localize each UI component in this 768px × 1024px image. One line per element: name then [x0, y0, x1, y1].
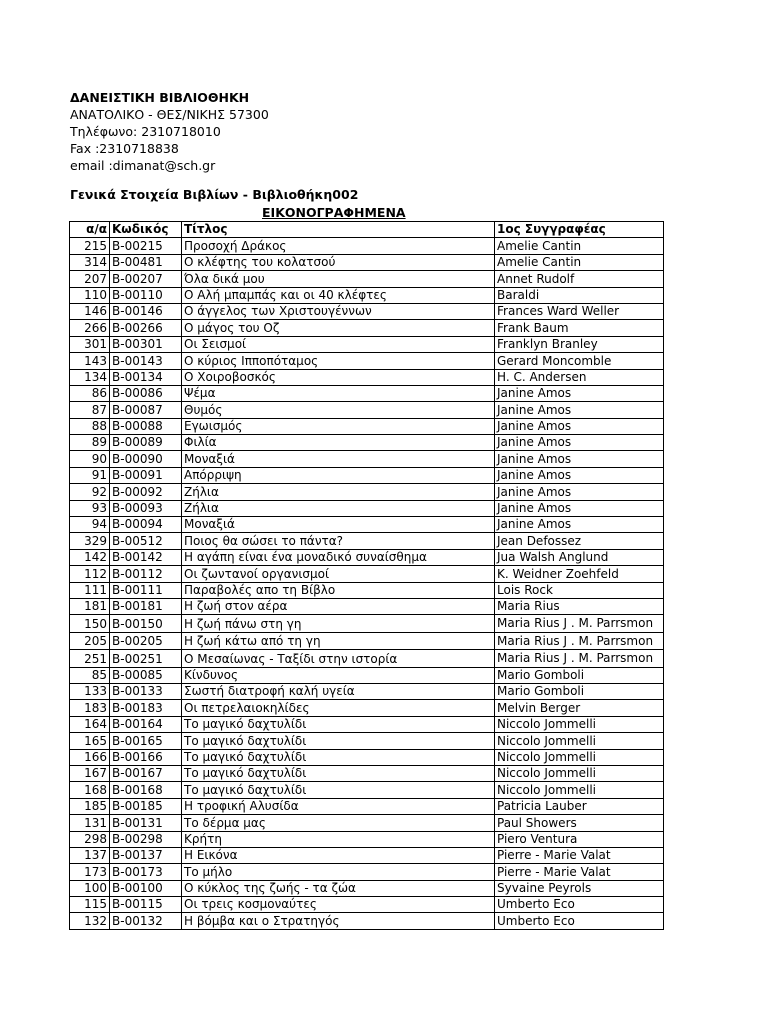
books-table	[69, 221, 664, 930]
table-row	[70, 615, 664, 632]
report-subtitle: Γενικά Στοιχεία Βιβλίων - Βιβλιοθήκη002	[70, 187, 359, 202]
cell-author: Mario Gomboli	[495, 667, 664, 683]
cell-author: Gerard Moncomble	[495, 353, 664, 369]
table-body	[70, 238, 664, 929]
cell-number: 181	[70, 598, 110, 614]
cell-number: 143	[70, 353, 110, 369]
cell-author: Umberto Eco	[495, 897, 664, 913]
cell-number: 88	[70, 418, 110, 434]
cell-number: 164	[70, 716, 110, 732]
cell-title: Το μαγικό δαχτυλίδι	[182, 782, 495, 798]
cell-number: 112	[70, 566, 110, 582]
cell-title: Ο άγγελος των Χριστουγέννων	[182, 303, 495, 319]
cell-code: B-00115	[110, 897, 182, 913]
cell-title: Η Εικόνα	[182, 847, 495, 863]
table-row	[70, 598, 664, 614]
cell-code: B-00146	[110, 303, 182, 319]
cell-number: 301	[70, 336, 110, 352]
cell-code: B-00094	[110, 517, 182, 533]
cell-number: 86	[70, 385, 110, 401]
cell-code: B-00090	[110, 451, 182, 467]
cell-author: Janine Amos	[495, 435, 664, 451]
cell-title: Απόρριψη	[182, 467, 495, 483]
cell-author: Pierre - Marie Valat	[495, 864, 664, 880]
table-row	[70, 733, 664, 749]
cell-number: 150	[70, 615, 110, 632]
cell-title: Όλα δικά μου	[182, 271, 495, 287]
cell-author: Janine Amos	[495, 451, 664, 467]
cell-number: 329	[70, 533, 110, 549]
table-row	[70, 303, 664, 319]
cell-title: Παραβολές απο τη Βίβλο	[182, 582, 495, 598]
cell-number: 215	[70, 238, 110, 254]
cell-number: 94	[70, 517, 110, 533]
cell-author: Janine Amos	[495, 500, 664, 516]
cell-code: B-00134	[110, 369, 182, 385]
cell-code: B-00112	[110, 566, 182, 582]
cell-author: Maria Rius J . M. Parrsmon	[495, 632, 664, 649]
cell-number: 92	[70, 484, 110, 500]
cell-author: Paul Showers	[495, 815, 664, 831]
cell-title: Κρήτη	[182, 831, 495, 847]
cell-title: Η αγάπη είναι ένα μοναδικό συναίσθημα	[182, 549, 495, 565]
cell-code: B-00168	[110, 782, 182, 798]
table-row	[70, 385, 664, 401]
cell-author: Janine Amos	[495, 402, 664, 418]
cell-author: Jua Walsh Anglund	[495, 549, 664, 565]
cell-title: Κίνδυνος	[182, 667, 495, 683]
cell-number: 115	[70, 897, 110, 913]
cell-title: Το μαγικό δαχτυλίδι	[182, 716, 495, 732]
cell-code: B-00167	[110, 765, 182, 781]
cell-code: B-00143	[110, 353, 182, 369]
cell-number: 266	[70, 320, 110, 336]
cell-code: B-00093	[110, 500, 182, 516]
cell-number: 93	[70, 500, 110, 516]
cell-code: B-00185	[110, 798, 182, 814]
table-row	[70, 782, 664, 798]
header-author: 1ος Συγγραφέας	[495, 222, 664, 238]
table-row	[70, 533, 664, 549]
cell-title: Η βόμβα και ο Στρατηγός	[182, 913, 495, 929]
table-row	[70, 451, 664, 467]
cell-author: Janine Amos	[495, 467, 664, 483]
table-row	[70, 667, 664, 683]
cell-number: 90	[70, 451, 110, 467]
table-row	[70, 632, 664, 649]
cell-title: Η ζωή στον αέρα	[182, 598, 495, 614]
cell-title: Προσοχή Δράκος	[182, 238, 495, 254]
cell-title: Ο μάγος του Οζ	[182, 320, 495, 336]
cell-author: Janine Amos	[495, 418, 664, 434]
cell-number: 133	[70, 683, 110, 699]
cell-author: Niccolo Jommelli	[495, 782, 664, 798]
cell-author: Niccolo Jommelli	[495, 716, 664, 732]
cell-title: Η ζωή πάνω στη γη	[182, 615, 495, 632]
cell-author: Umberto Eco	[495, 913, 664, 929]
cell-code: B-00301	[110, 336, 182, 352]
table-row	[70, 238, 664, 254]
table-row	[70, 913, 664, 929]
cell-number: 87	[70, 402, 110, 418]
cell-code: B-00111	[110, 582, 182, 598]
table-row	[70, 749, 664, 765]
cell-author: K. Weidner Zoehfeld	[495, 566, 664, 582]
library-phone: Τηλέφωνο: 2310718010	[70, 124, 221, 139]
table-row	[70, 287, 664, 303]
cell-author: Melvin Berger	[495, 700, 664, 716]
cell-code: B-00100	[110, 880, 182, 896]
table-row	[70, 880, 664, 896]
cell-title: Το μαγικό δαχτυλίδι	[182, 749, 495, 765]
cell-title: Η τροφική Αλυσίδα	[182, 798, 495, 814]
cell-author: Maria Rius J . M. Parrsmon	[495, 615, 664, 632]
cell-code: B-00089	[110, 435, 182, 451]
cell-author: Baraldi	[495, 287, 664, 303]
cell-code: B-00181	[110, 598, 182, 614]
cell-author: Niccolo Jommelli	[495, 749, 664, 765]
header-title: Τίτλος	[182, 222, 495, 238]
table-row	[70, 320, 664, 336]
cell-number: 251	[70, 650, 110, 667]
table-row	[70, 467, 664, 483]
cell-code: B-00131	[110, 815, 182, 831]
cell-title: Το μήλο	[182, 864, 495, 880]
table-row	[70, 254, 664, 270]
cell-author: Frances Ward Weller	[495, 303, 664, 319]
cell-code: B-00088	[110, 418, 182, 434]
cell-code: B-00481	[110, 254, 182, 270]
table-row	[70, 700, 664, 716]
cell-code: B-00266	[110, 320, 182, 336]
table-row	[70, 716, 664, 732]
cell-title: Ζήλια	[182, 500, 495, 516]
cell-code: B-00085	[110, 667, 182, 683]
table-row	[70, 336, 664, 352]
cell-number: 166	[70, 749, 110, 765]
table-row	[70, 847, 664, 863]
cell-number: 168	[70, 782, 110, 798]
cell-author: Maria Rius J . M. Parrsmon	[495, 650, 664, 667]
cell-author: Lois Rock	[495, 582, 664, 598]
cell-code: B-00137	[110, 847, 182, 863]
cell-code: B-00512	[110, 533, 182, 549]
cell-title: Ο κύκλος της ζωής - τα ζώα	[182, 880, 495, 896]
cell-code: B-00086	[110, 385, 182, 401]
cell-code: B-00132	[110, 913, 182, 929]
cell-code: B-00091	[110, 467, 182, 483]
cell-code: B-00205	[110, 632, 182, 649]
table-row	[70, 484, 664, 500]
cell-number: 132	[70, 913, 110, 929]
cell-number: 207	[70, 271, 110, 287]
table-row	[70, 271, 664, 287]
cell-code: B-00165	[110, 733, 182, 749]
library-email: email :dimanat@sch.gr	[70, 158, 216, 173]
cell-code: B-00142	[110, 549, 182, 565]
cell-number: 110	[70, 287, 110, 303]
cell-title: Το δέρμα μας	[182, 815, 495, 831]
cell-number: 146	[70, 303, 110, 319]
cell-title: Ο Μεσαίωνας - Ταξίδι στην ιστορία	[182, 650, 495, 667]
cell-number: 298	[70, 831, 110, 847]
cell-code: B-00298	[110, 831, 182, 847]
cell-number: 185	[70, 798, 110, 814]
cell-author: Janine Amos	[495, 385, 664, 401]
table-row	[70, 500, 664, 516]
cell-title: Εγωισμός	[182, 418, 495, 434]
cell-title: Ο κύριος Ιπποπόταμος	[182, 353, 495, 369]
cell-title: Ψέμα	[182, 385, 495, 401]
table-row	[70, 402, 664, 418]
cell-author: Niccolo Jommelli	[495, 733, 664, 749]
table-row	[70, 683, 664, 699]
cell-author: Patricia Lauber	[495, 798, 664, 814]
cell-number: 142	[70, 549, 110, 565]
cell-title: Οι Σεισμοί	[182, 336, 495, 352]
cell-author: Syvaine Peyrols	[495, 880, 664, 896]
table-row	[70, 517, 664, 533]
cell-author: Piero Ventura	[495, 831, 664, 847]
cell-number: 100	[70, 880, 110, 896]
cell-title: Οι πετρελαιοκηλίδες	[182, 700, 495, 716]
cell-author: Amelie Cantin	[495, 238, 664, 254]
table-row	[70, 435, 664, 451]
cell-author: Jean Defossez	[495, 533, 664, 549]
table-row	[70, 765, 664, 781]
table-row	[70, 418, 664, 434]
cell-author: Pierre - Marie Valat	[495, 847, 664, 863]
cell-title: Το μαγικό δαχτυλίδι	[182, 765, 495, 781]
cell-number: 314	[70, 254, 110, 270]
cell-title: Μοναξιά	[182, 451, 495, 467]
cell-title: Θυμός	[182, 402, 495, 418]
cell-number: 183	[70, 700, 110, 716]
table-row	[70, 549, 664, 565]
table-row	[70, 566, 664, 582]
table-row	[70, 815, 664, 831]
library-fax: Fax :2310718838	[70, 141, 179, 156]
cell-code: B-00251	[110, 650, 182, 667]
cell-title: Ο Χοιροβοσκός	[182, 369, 495, 385]
cell-code: B-00150	[110, 615, 182, 632]
cell-author: Janine Amos	[495, 484, 664, 500]
cell-title: Ο κλέφτης του κολατσού	[182, 254, 495, 270]
cell-number: 85	[70, 667, 110, 683]
cell-title: Ο Αλή μπαμπάς και οι 40 κλέφτες	[182, 287, 495, 303]
cell-title: Ζήλια	[182, 484, 495, 500]
cell-author: Franklyn Branley	[495, 336, 664, 352]
cell-number: 137	[70, 847, 110, 863]
header-code: Κωδικός	[110, 222, 182, 238]
table-row	[70, 582, 664, 598]
cell-code: B-00133	[110, 683, 182, 699]
table-row	[70, 353, 664, 369]
cell-title: Φιλία	[182, 435, 495, 451]
cell-number: 91	[70, 467, 110, 483]
cell-title: Οι ζωντανοί οργανισμοί	[182, 566, 495, 582]
cell-code: B-00166	[110, 749, 182, 765]
cell-number: 134	[70, 369, 110, 385]
cell-author: Mario Gomboli	[495, 683, 664, 699]
table-row	[70, 897, 664, 913]
report-category: ΕΙΚΟΝΟΓΡΑΦΗΜΕΝΑ	[262, 205, 406, 220]
library-header	[70, 89, 269, 174]
cell-title: Μοναξιά	[182, 517, 495, 533]
cell-code: B-00215	[110, 238, 182, 254]
cell-author: Amelie Cantin	[495, 254, 664, 270]
cell-code: B-00164	[110, 716, 182, 732]
cell-author: Annet Rudolf	[495, 271, 664, 287]
cell-number: 131	[70, 815, 110, 831]
cell-number: 165	[70, 733, 110, 749]
cell-number: 205	[70, 632, 110, 649]
cell-title: Ποιος θα σώσει το πάντα?	[182, 533, 495, 549]
cell-title: Οι τρεις κοσμοναύτες	[182, 897, 495, 913]
cell-code: B-00092	[110, 484, 182, 500]
cell-author: Niccolo Jommelli	[495, 765, 664, 781]
cell-code: B-00173	[110, 864, 182, 880]
cell-number: 111	[70, 582, 110, 598]
cell-author: Maria Rius	[495, 598, 664, 614]
header-number: α/α	[70, 222, 110, 238]
cell-code: B-00087	[110, 402, 182, 418]
cell-author: Frank Baum	[495, 320, 664, 336]
cell-code: B-00207	[110, 271, 182, 287]
cell-title: Το μαγικό δαχτυλίδι	[182, 733, 495, 749]
table-row	[70, 864, 664, 880]
cell-code: B-00183	[110, 700, 182, 716]
table-header-row	[70, 222, 664, 238]
cell-number: 173	[70, 864, 110, 880]
library-address: ΑΝΑΤΟΛΙΚΟ - ΘΕΣ/ΝΙΚΗΣ 57300	[70, 107, 269, 122]
cell-title: Σωστή διατροφή καλή υγεία	[182, 683, 495, 699]
cell-title: Η ζωή κάτω από τη γη	[182, 632, 495, 649]
library-name: ΔΑΝΕΙΣΤΙΚΗ ΒΙΒΛΙΟΘΗΚΗ	[70, 90, 250, 105]
cell-number: 167	[70, 765, 110, 781]
cell-author: Janine Amos	[495, 517, 664, 533]
cell-number: 89	[70, 435, 110, 451]
cell-code: B-00110	[110, 287, 182, 303]
table-row	[70, 831, 664, 847]
table-row	[70, 650, 664, 667]
table-row	[70, 369, 664, 385]
cell-author: H. C. Andersen	[495, 369, 664, 385]
table-row	[70, 798, 664, 814]
